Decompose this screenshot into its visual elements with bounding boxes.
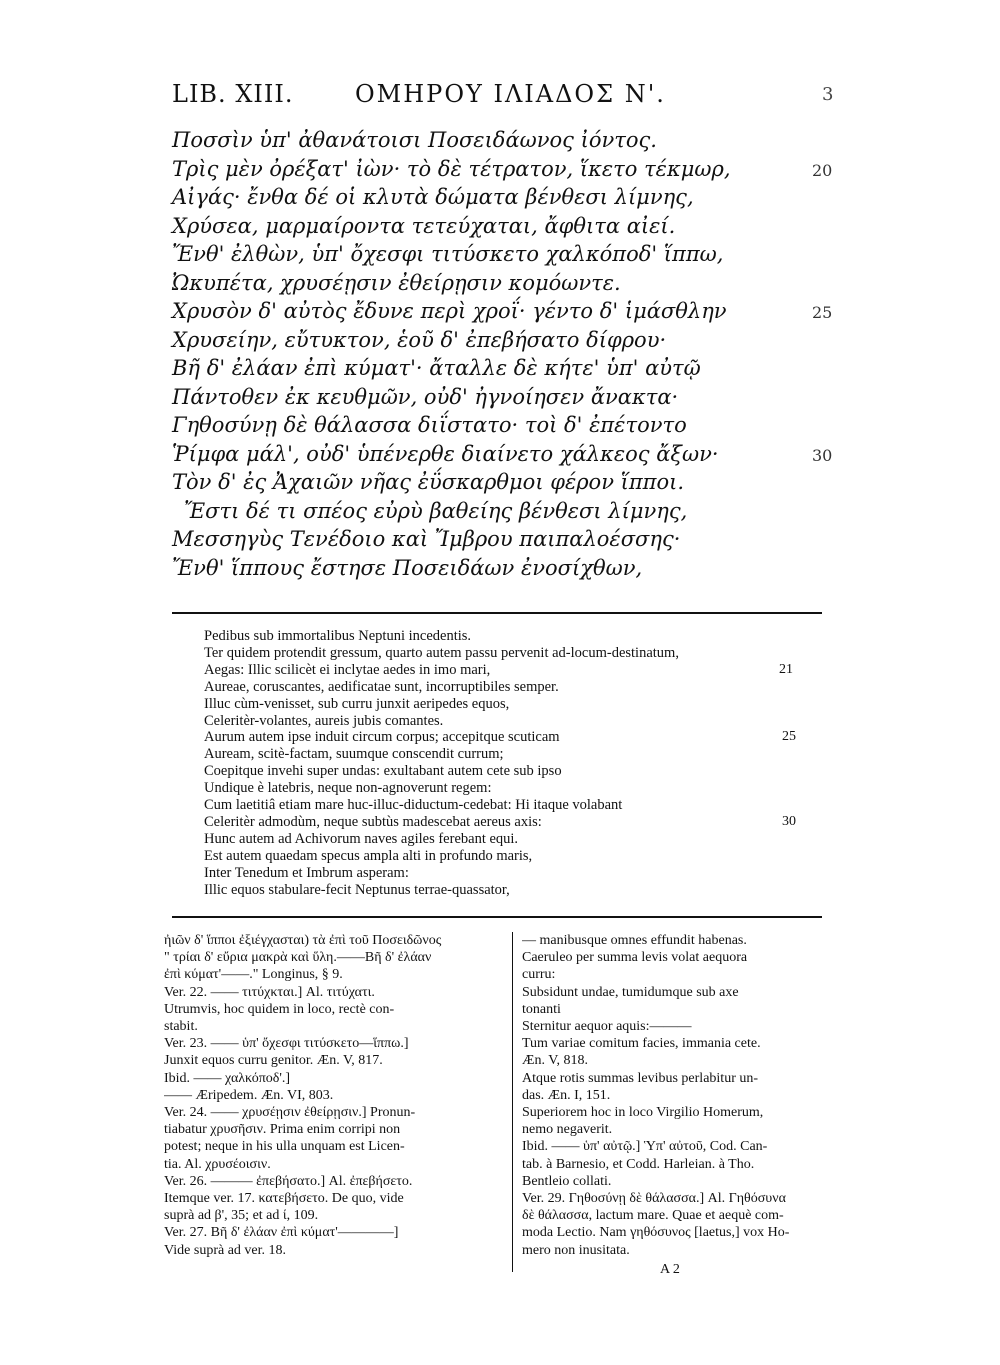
line-number: 30 <box>812 445 833 465</box>
footnote-line: das. Æn. I, 151. <box>522 1087 611 1103</box>
footnote-line: Superiorem hoc in loco Virgilio Homerum, <box>522 1105 764 1121</box>
footnote-line: mero non inusitata. <box>522 1242 630 1258</box>
footnote-line: tiabatur χρυσῆσιν. Prima enim corripi non <box>164 1122 401 1138</box>
footnote-line: moda Lectio. Nam γηθόσυνος [laetus,] vox Ho- <box>522 1225 790 1241</box>
footnote-line: Ver. 26. ——— ἐπεβήσατο.] Al. ἐπεβήσετο. <box>164 1173 413 1189</box>
latin-translation-line: Hunc autem ad Achivorum naves agiles ferebant equi. <box>204 830 519 847</box>
footnote-line: Itemque ver. 17. κατεβήσετο. De quo, vide <box>164 1191 404 1207</box>
greek-verse-line: Ὠκυπέτα, χρυσέῃσιν ἐθείρῃσιν κομόωντε. <box>172 270 621 295</box>
line-number: 30 <box>782 813 796 829</box>
latin-translation-line: Est autem quaedam specus ampla alti in profundo maris, <box>204 847 533 864</box>
footnote-line: Ver. 27. Βῆ δ' ἐλάαν ἐπὶ κύματ'————] <box>164 1225 399 1241</box>
footnote-line: Vide suprà ad ver. 18. <box>164 1242 287 1258</box>
greek-verse-line: Ἔστι δέ τι σπέος εὐρὺ βαθείης βένθεσι λίμνης, <box>184 498 688 523</box>
footnote-line: suprà ad β', 35; et ad ί, 109. <box>164 1208 319 1224</box>
footnotes-right-column <box>522 932 840 1259</box>
footnote-line: Ver. 22. —— τιτύχκται.] Al. τιτύχατι. <box>164 984 375 1000</box>
latin-translation-line: Ter quidem protendit gressum, quarto autem passu pervenit ad-locum-destinatum, <box>204 644 679 661</box>
footnote-line: nemo negaverit. <box>522 1122 613 1138</box>
footnote-line: Ibid. —— ὑπ' αὐτῷ.] Ὑπ' αὐτοῦ, Cod. Can- <box>522 1139 768 1155</box>
latin-translation-line: Celeritèr admodùm, neque subtùs madescebat aereus axis: <box>204 813 542 830</box>
latin-translation-line: Aureae, coruscantes, aedificatae sunt, incorruptibiles semper. <box>204 678 559 695</box>
footnote-line: Ver. 29. Γηθοσύνῃ δὲ θάλασσα.] Al. Γηθόσυνα <box>522 1191 786 1207</box>
latin-translation-line: Aegas: Illic scilicèt ei inclytae aedes in imo mari, <box>204 661 491 678</box>
divider-rule <box>172 612 822 614</box>
column-divider <box>512 932 513 1272</box>
latin-translation-line: Celeritèr-volantes, aureis jubis comantes. <box>204 712 444 729</box>
greek-verse-line: Πάντοθεν ἐκ κευθμῶν, οὐδ' ἠγνοίησεν ἄνακτα· <box>172 384 679 409</box>
footnote-line: — manibusque omnes effundit habenas. <box>522 933 747 948</box>
footnote-line: Tum variae comitum facies, immania cete. <box>522 1036 761 1052</box>
footnote-line: tab. à Barnesio, et Codd. Harleian. à Tho. <box>522 1156 755 1172</box>
greek-verse-line: Βῆ δ' ἐλάαν ἐπὶ κύματ'· ἄταλλε δὲ κήτε' ὑπ' αὐτῷ <box>172 356 701 380</box>
footnote-line: ἐπὶ κύματ'——." Longinus, § 9. <box>164 967 343 983</box>
greek-verse-line: Ἔνθ' ἐλθὼν, ὑπ' ὄχεσφι τιτύσκετο χαλκόποδ' ἵππω, <box>172 242 724 266</box>
footnote-line: Ver. 23. —— ὑπ' ὄχεσφι τιτύσκετο—ἵππω.] <box>164 1036 409 1052</box>
greek-verse-line: Τὸν δ' ἐς Ἀχαιῶν νῆας ἐΰσκαρθμοι φέρον ἵπποι. <box>172 470 685 494</box>
line-number: 25 <box>812 303 833 322</box>
greek-verse-line: Χρυσὸν δ' αὐτὸς ἔδυνε περὶ χροΐ· γέντο δ' ἱμάσθλην <box>172 299 727 323</box>
footnote-line: Ibid. —— χαλκόποδ'.] <box>164 1070 291 1086</box>
greek-verse-line: Μεσσηγὺς Τενέδοιο καὶ Ἴμβρου παιπαλοέσσης· <box>172 527 681 551</box>
latin-translation-line: Cum laetitiâ etiam mare huc-illuc-diductum-cedebat: Hi itaque volabant <box>204 797 623 813</box>
footnote-line: Subsidunt undae, tumidumque sub axe <box>522 984 739 1000</box>
footnote-line: δὲ θάλασσα, lactum mare. Quae et aequè com- <box>522 1208 784 1224</box>
footnote-line: Utrumvis, hoc quidem in loco, rectè con- <box>164 1001 395 1017</box>
footnote-rule <box>172 916 822 918</box>
footnote-line: Sternitur aequor aquis:——— <box>522 1019 692 1035</box>
latin-translation-line: Pedibus sub immortalibus Neptuni incedentis. <box>204 628 472 644</box>
footnote-line: stabit. <box>164 1019 198 1035</box>
greek-verse-line: Ἔνθ' ἵππους ἔστησε Ποσειδάων ἐνοσίχθων, <box>172 555 643 580</box>
line-number: 20 <box>812 160 833 180</box>
footnote-line: tonanti <box>522 1001 561 1017</box>
greek-verse-line: Αἰγάς· ἔνθα δέ οἱ κλυτὰ δώματα βένθεσι λίμνης, <box>172 185 694 209</box>
footnote-line: Bentleio collati. <box>522 1173 612 1189</box>
footnote-line: Junxit equos curru genitor. Æn. V, 817. <box>164 1053 383 1069</box>
greek-verse-line: Ποσσὶν ὑπ' ἀθανάτοισι Ποσειδάωνος ἰόντος. <box>172 128 657 152</box>
footnote-line: Æn. V, 818. <box>522 1053 589 1069</box>
line-number: 21 <box>779 661 793 677</box>
footnote-line: Caeruleo per summa levis volat aequora <box>522 950 748 966</box>
page-title: ΟΜΗΡΟΥ ΙΛΙΑΔΟΣ Ν'. <box>355 80 666 108</box>
latin-translation-line: Illuc cùm-venisset, sub curru junxit aeripedes equos, <box>204 695 510 712</box>
greek-verse-line: Χρύσεα, μαρμαίροντα τετεύχαται, ἄφθιτα αἰεί. <box>172 213 676 238</box>
greek-verse-line: Ῥίμφα μάλ', οὐδ' ὑπένερθε διαίνετο χάλκεος ἄξων· <box>172 441 719 466</box>
footnote-line: Ver. 24. —— χρυσέῃσιν ἐθείρῃσιν.] Pronun- <box>164 1105 416 1121</box>
signature-mark: A 2 <box>660 1262 680 1277</box>
footnote-line: " τρίαι δ' εὔρια μακρὰ καὶ ὕλη.——Βῆ δ' ἐλάαν <box>164 950 432 966</box>
footnote-line: ἠιῶν δ' ἵπποι ἐξιέγχασται) τὰ ἐπὶ τοῦ Ποσειδῶνος <box>164 933 442 948</box>
book-label: LIB. XIII. <box>172 80 294 108</box>
footnote-line: tia. Al. χρυσέοισιν. <box>164 1156 271 1172</box>
greek-verse-line: Γηθοσύνῃ δὲ θάλασσα διΐστατο· τοὶ δ' ἐπέτοντο <box>172 413 687 437</box>
latin-translation-line: Undique è latebris, neque non-agnoverunt regem: <box>204 780 492 797</box>
greek-verse-line: Τρὶς μὲν ὀρέξατ' ἰὼν· τὸ δὲ τέτρατον, ἵκετο τέκμωρ, <box>172 156 731 181</box>
latin-translation-line: Illic equos stabulare-fecit Neptunus terrae-quassator, <box>204 881 510 898</box>
greek-verse-line: Χρυσείην, εὔτυκτον, ἑοῦ δ' ἐπεβήσατο δίφρου· <box>172 327 667 352</box>
line-number: 25 <box>782 729 796 745</box>
footnote-line: potest; neque in his ulla unquam est Licen- <box>164 1139 405 1155</box>
latin-translation-line: Inter Tenedum et Imbrum asperam: <box>204 864 409 881</box>
latin-translation-line: Auream, scitè-factam, suumque conscendit currum; <box>204 746 504 763</box>
footnote-line: Atque rotis summas levibus perlabitur un- <box>522 1070 759 1086</box>
latin-translation-line: Coepitque invehi super undas: exultabant autem cete sub ipso <box>204 763 562 780</box>
footnote-line: —— Æripedem. Æn. VI, 803. <box>164 1087 334 1103</box>
page-number: 3 <box>822 84 834 105</box>
footnotes-left-column <box>164 932 498 1259</box>
footnote-line: curru: <box>522 967 556 983</box>
latin-translation-line: Aurum autem ipse induit circum corpus; accepitque scuticam <box>204 729 560 746</box>
